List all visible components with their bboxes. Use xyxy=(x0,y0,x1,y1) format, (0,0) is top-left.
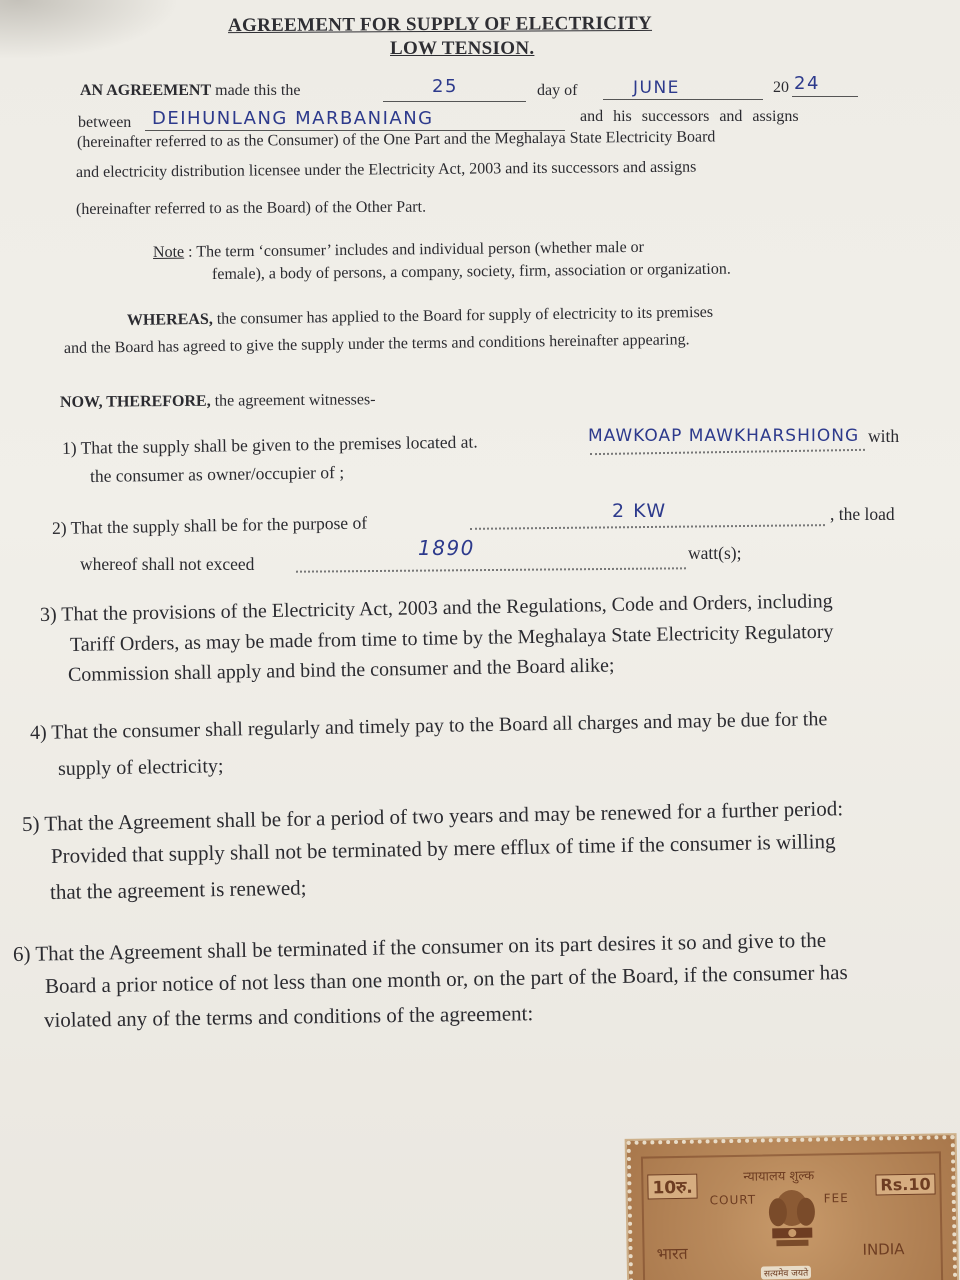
clause-4-number: 4) xyxy=(29,721,47,744)
year-blank-line xyxy=(792,96,858,97)
successors-text: and his successors and assigns xyxy=(580,108,799,125)
whereas-lead: WHEREAS, xyxy=(126,310,213,329)
clause-5-line2: Provided that supply shall not be terminated by mere efflux of time if the consumer is willing xyxy=(50,828,836,868)
whereas-line2: and the Board has agreed to give the supply under the terms and conditions hereinafter appearing. xyxy=(63,331,690,357)
clause-5-line3: that the agreement is renewed; xyxy=(49,875,307,904)
page-shadow xyxy=(0,0,180,60)
lion-capital-emblem-icon xyxy=(761,1181,822,1262)
made-this-the-text: made this the xyxy=(215,82,301,99)
location-blank-line xyxy=(590,449,865,455)
load-value: 1890 xyxy=(418,536,475,560)
purpose-value: 2 KW xyxy=(612,500,667,522)
year-prefix: 20 xyxy=(773,79,789,96)
intro-line3: (hereinafter referred to as the Consumer) of the One Part and the Meghalaya State Electricity Board xyxy=(76,128,716,151)
clause-3-number: 3) xyxy=(39,603,57,626)
clause-6-text: That the Agreement shall be terminated if the consumer on its part desires it so and give to the xyxy=(35,927,827,966)
agreement-lead: AN AGREEMENT xyxy=(80,82,212,99)
clause-2-the-load: , the load xyxy=(830,504,895,524)
intro-line5: (hereinafter referred to as the Board) of the Other Part. xyxy=(75,198,427,218)
clause-6-number: 6) xyxy=(12,941,31,966)
whereas-line1 xyxy=(127,304,713,330)
now-therefore-text: the agreement witnesses- xyxy=(214,391,376,410)
clause-1-line2: the consumer as owner/occupier of ; xyxy=(89,462,345,486)
load-blank-line xyxy=(296,567,686,572)
purpose-blank-line xyxy=(470,524,825,530)
note-label: Note xyxy=(152,243,185,261)
now-therefore-lead: NOW, THEREFORE, xyxy=(59,392,211,411)
note-line2: female), a body of persons, a company, society, firm, association or organization. xyxy=(211,260,731,283)
year-value: 24 xyxy=(794,73,820,94)
now-therefore-line xyxy=(60,391,376,412)
consumer-name-value: DEIHUNLANG MARBANIANG xyxy=(152,108,434,129)
note-separator: : xyxy=(188,243,193,261)
day-blank-line xyxy=(383,101,526,102)
note-line1 xyxy=(153,239,644,262)
note-text-1: The term ‘consumer’ includes and individual person (whether male or xyxy=(196,238,645,261)
clause-4-line2: supply of electricity; xyxy=(57,755,224,780)
clause-1-text: That the supply shall be given to the premises located at. xyxy=(80,431,478,458)
document-title-line2: LOW TENSION. xyxy=(390,38,535,59)
stamp-left-value: 10रु. xyxy=(647,1174,698,1200)
intro-line4: and electricity distribution licensee under the Electricity Act, 2003 and its successors and assigns xyxy=(75,158,697,181)
clause-5-number: 5) xyxy=(21,811,40,836)
clause-2-text: That the supply shall be for the purpose of xyxy=(70,512,368,538)
clause-6-line3: violated any of the terms and conditions of the agreement: xyxy=(43,1001,534,1032)
clause-4-text: That the consumer shall regularly and timely pay to the Board all charges and may be due for the xyxy=(51,708,828,744)
month-value: JUNE xyxy=(633,78,680,98)
clause-3-line1 xyxy=(40,590,833,627)
clause-3-text: That the provisions of the Electricity Act, 2003 and the Regulations, Code and Orders, including xyxy=(61,590,833,626)
location-value: MAWKOAP MAWKHARSHIONG xyxy=(588,426,860,446)
stamp-right-value: Rs.10 xyxy=(875,1173,936,1195)
stamp-bharat-text: भारत xyxy=(656,1243,688,1264)
court-fee-stamp xyxy=(627,1135,958,1280)
load-unit: watt(s); xyxy=(688,543,742,563)
stamp-fee-text: FEE xyxy=(823,1191,849,1206)
clause-5-text: That the Agreement shall be for a period of two years and may be renewed for a further period: xyxy=(44,796,844,836)
stamp-court-text: COURT xyxy=(709,1192,757,1208)
clause-1-line1 xyxy=(62,431,478,459)
clause-1-number: 1) xyxy=(61,437,77,458)
month-blank-line xyxy=(603,99,763,100)
stamp-top-text: न्यायालय शुल्क xyxy=(743,1168,815,1185)
clause-1-with: with xyxy=(868,426,900,446)
clause-2-number: 2) xyxy=(51,517,67,538)
clause-2-line2: whereof shall not exceed xyxy=(80,554,255,574)
day-of-text: day of xyxy=(537,82,578,99)
stamp-india-text: INDIA xyxy=(862,1240,905,1259)
between-text: between xyxy=(78,114,132,131)
day-value: 25 xyxy=(432,76,458,97)
clause-3-line3: Commission shall apply and bind the consumer and the Board alike; xyxy=(67,654,615,686)
document-title-line1: AGREEMENT FOR SUPPLY OF ELECTRICITY xyxy=(227,12,653,37)
clause-4-line1 xyxy=(30,708,828,745)
whereas-text-1: the consumer has applied to the Board for supply of electricity to its premises xyxy=(216,303,714,328)
clause-6-line2: Board a prior notice of not less than one month or, on the part of the Board, if the consumer has xyxy=(44,959,848,998)
intro-lead xyxy=(80,82,300,100)
stamp-motto-text: सत्यमेव जयते xyxy=(761,1266,811,1280)
clause-2-line1 xyxy=(52,513,367,539)
clause-3-line2: Tariff Orders, as may be made from time to time by the Meghalaya State Electricity Regulatory xyxy=(69,620,834,656)
